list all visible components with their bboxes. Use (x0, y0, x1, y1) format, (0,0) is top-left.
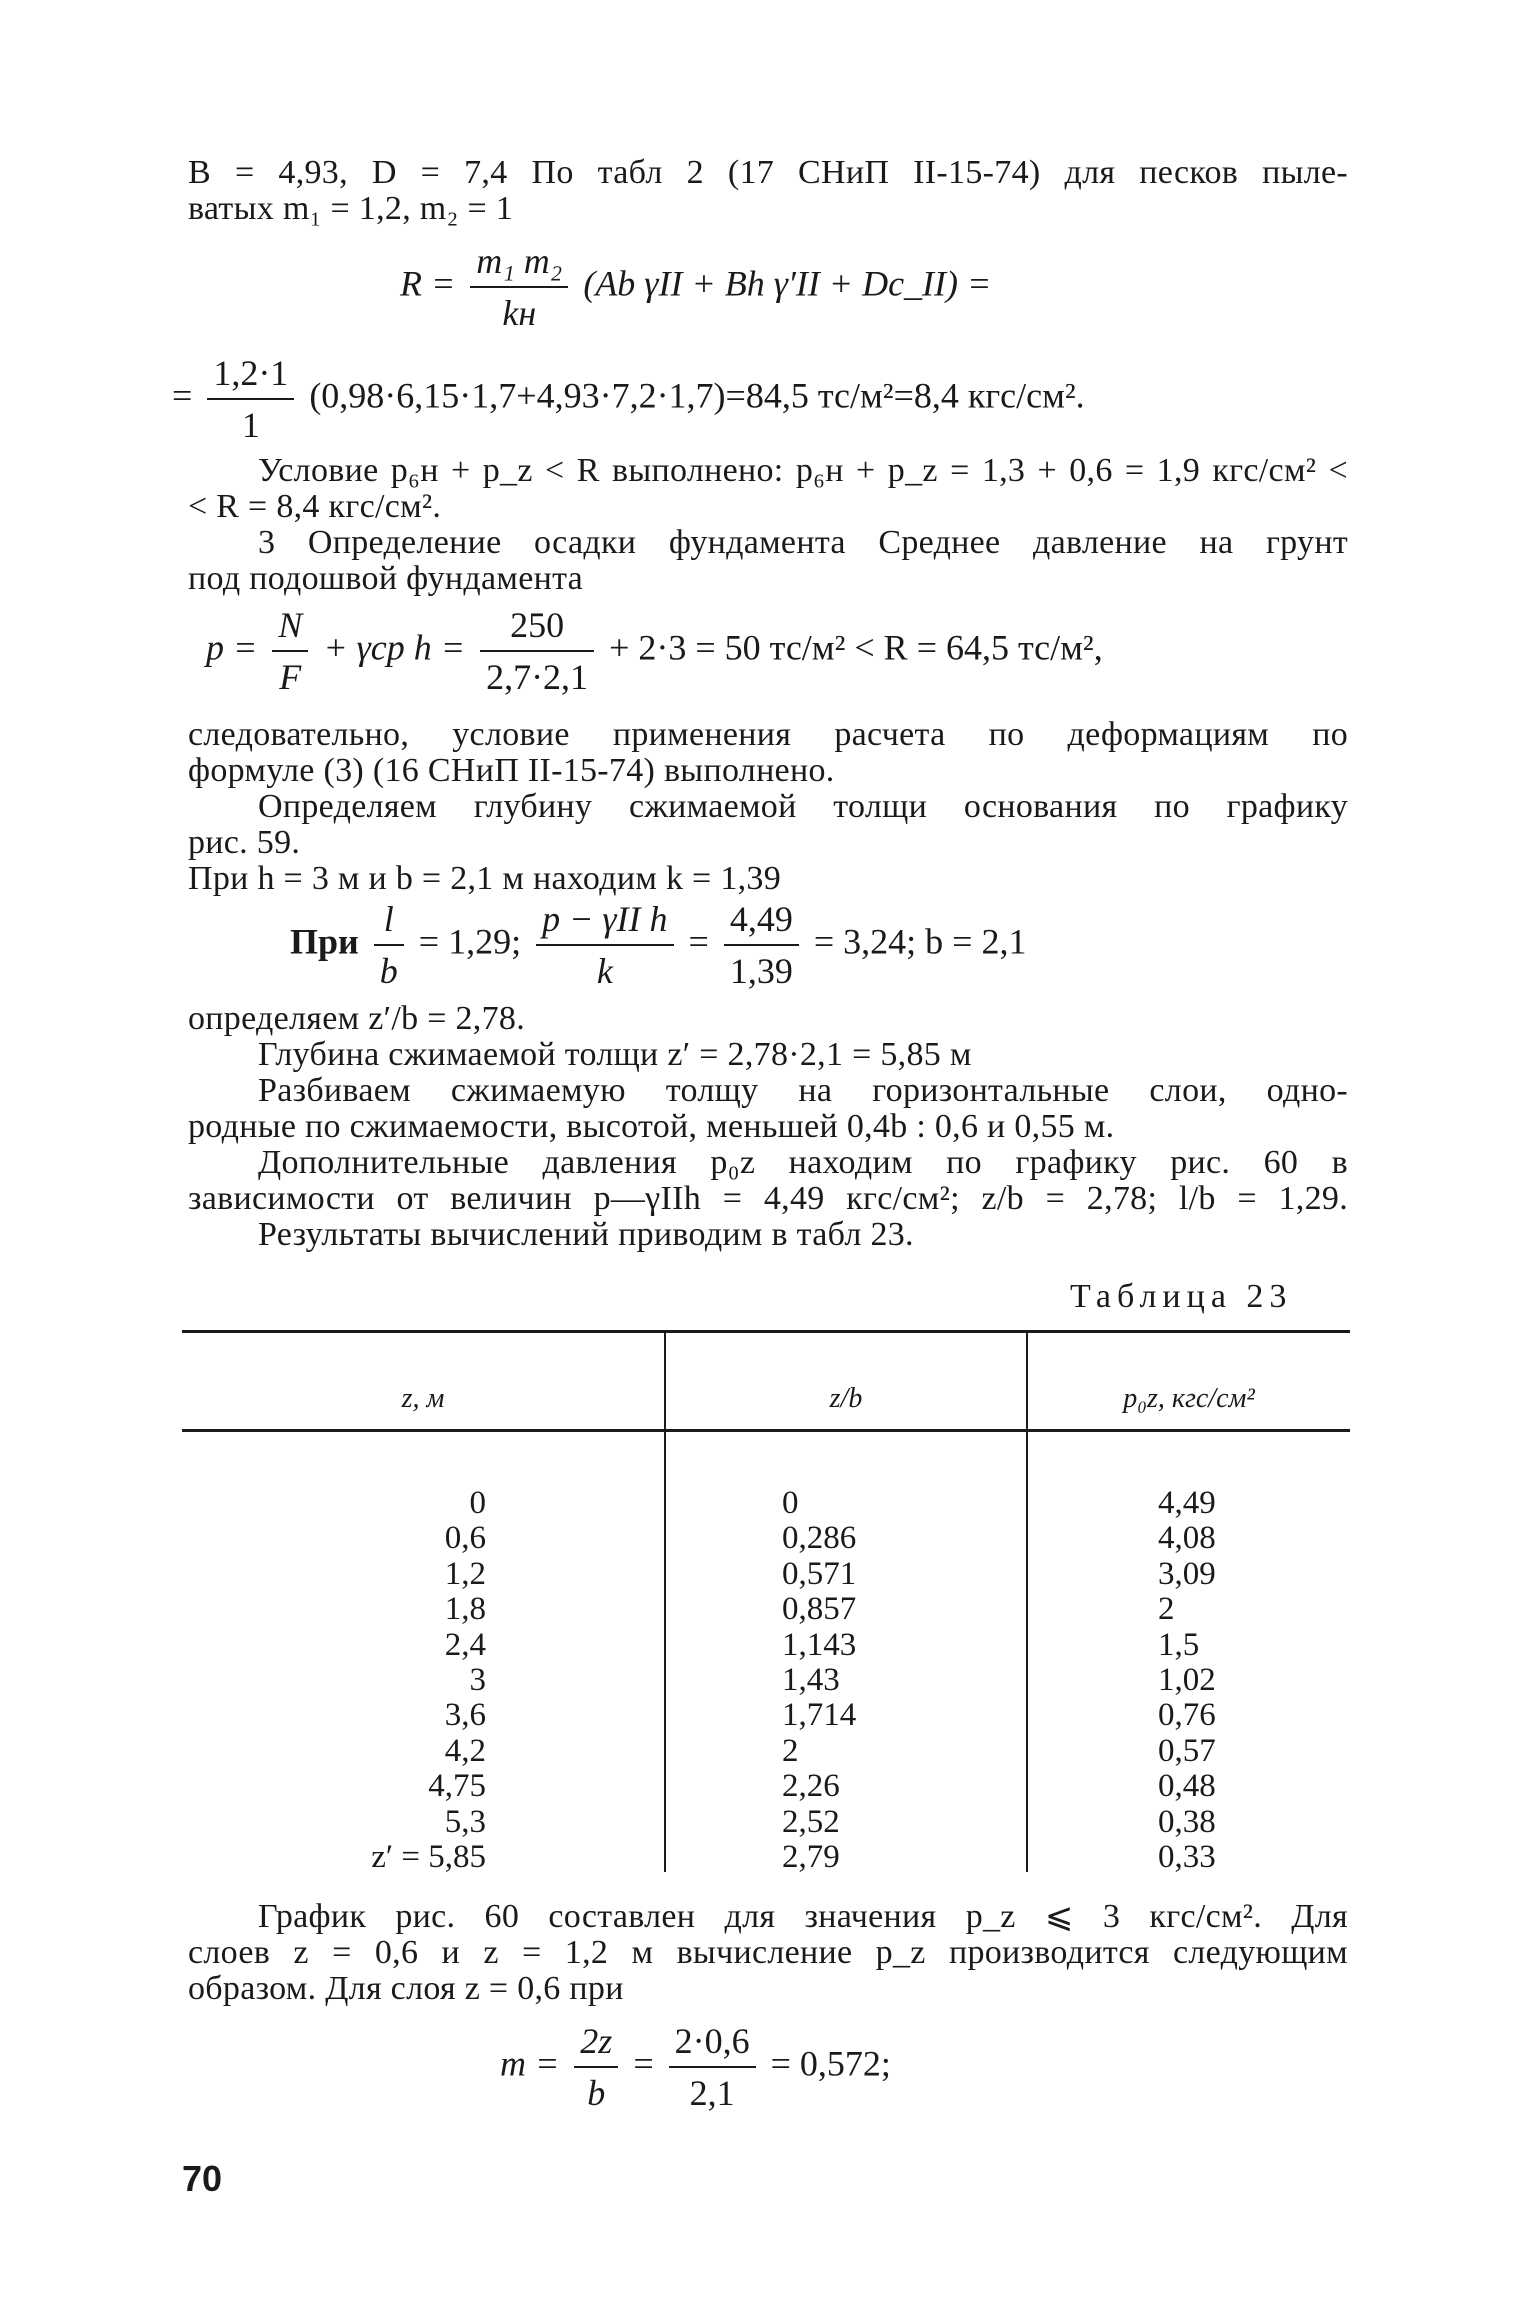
numerator: p − γII h (536, 898, 673, 946)
text-line: При h = 3 м и b = 2,1 м находим k = 1,39 (188, 860, 782, 897)
text-line: формуле (3) (16 СНиП II-15-74) выполнено. (188, 752, 835, 789)
formula-rhs: (0,98·6,15·1,7+4,93·7,2·1,7)=84,5 тс/м²=8,4 кгс/см². (309, 375, 1085, 416)
denominator: 1 (241, 405, 260, 445)
table-cell: 2 (1158, 1591, 1175, 1628)
denominator: F (279, 657, 302, 697)
table-cell: 3 (469, 1662, 486, 1699)
table-cell: 4,2 (444, 1732, 486, 1769)
denominator: 1,39 (729, 951, 793, 991)
table-column-z (336, 1486, 486, 1875)
text-line: следовательно, условие применения расчета по деформациям по (188, 716, 1348, 753)
formula-ratios (290, 898, 1026, 992)
fraction (724, 898, 799, 992)
table-cell: 5,3 (444, 1803, 486, 1840)
text-line: определяем z′/b = 2,78. (188, 1000, 525, 1037)
table-column-zb (782, 1486, 982, 1875)
numerator: 1,2·1 (207, 352, 294, 400)
formula-mid: + γср h = (323, 627, 466, 668)
formula-rhs: (Ab γII + Bh γ′II + Dc_II) = (583, 263, 992, 304)
denominator: 2,7·2,1 (486, 657, 589, 697)
text-line: образом. Для слоя z = 0,6 при (188, 1970, 624, 2007)
table-cell: 2,26 (782, 1768, 840, 1805)
text-line: зависимости от величин p—γIIh = 4,49 кгс/см²; z/b = 2,78; l/b = 1,29. (188, 1180, 1348, 1217)
table-cell: 2,79 (782, 1839, 840, 1876)
table-cell: 0 (469, 1485, 486, 1521)
fraction (470, 240, 568, 334)
numerator: m₁ m₂ (470, 240, 568, 288)
denominator: 2,1 (689, 2073, 735, 2113)
fraction (272, 604, 308, 698)
table-cell: z′ = 5,85 (371, 1839, 486, 1876)
text-line: рис. 59. (188, 824, 301, 861)
denominator: b (379, 951, 398, 991)
table-cell: 0,76 (1158, 1697, 1216, 1734)
text-line: слоев z = 0,6 и z = 1,2 м вычисление p_z производится следующим (188, 1934, 1348, 1971)
table-cell: 1,02 (1158, 1662, 1216, 1699)
numerator: N (272, 604, 308, 652)
table-col-divider (1026, 1432, 1028, 1872)
table-cell: 4,49 (1158, 1485, 1216, 1521)
formula-pressure (206, 604, 1103, 698)
text-line: Определяем глубину сжимаемой толщи основания по графику (258, 788, 1348, 825)
table-cell: 2,4 (444, 1626, 486, 1663)
text-line: Дополнительные давления p₀z находим по графику рис. 60 в (258, 1144, 1348, 1181)
formula-lhs: p = (206, 627, 258, 668)
formula-rhs: = 0,572; (770, 2043, 891, 2084)
table-cell: 0,6 (444, 1520, 486, 1557)
text-line: Условие p₆н + p_z < R выполнено: p₆н + p_z = 1,3 + 0,6 = 1,9 кгс/см² < (258, 452, 1348, 489)
text-line: Разбиваем сжимаемую толщу на горизонтальные слои, одно- (258, 1072, 1348, 1109)
table-cell: 1,2 (444, 1555, 486, 1592)
text-line: График рис. 60 составлен для значения p_z ⩽ 3 кгс/см². Для (258, 1898, 1348, 1935)
fraction (574, 2020, 618, 2114)
numerator: 2·0,6 (669, 2020, 756, 2068)
table-cell: 4,08 (1158, 1520, 1216, 1557)
table-cell: 4,75 (428, 1768, 486, 1805)
formula-part: = (688, 921, 709, 962)
numerator: 4,49 (724, 898, 799, 946)
table-cell: 0,571 (782, 1555, 857, 1592)
table-cell: 0,48 (1158, 1768, 1216, 1805)
formula-rhs: + 2·3 = 50 тс/м² < R = 64,5 тс/м², (609, 627, 1103, 668)
table-header-z: z, м (401, 1383, 445, 1414)
text-line: под подошвой фундамента (188, 560, 584, 597)
numerator: l (374, 898, 404, 946)
table-cell: 1,5 (1158, 1626, 1200, 1663)
section-heading: 3 Определение осадки фундамента Среднее давление на грунт (258, 524, 1348, 561)
denominator: b (587, 2073, 606, 2113)
fraction (480, 604, 594, 698)
formula-part: = 3,24; b = 2,1 (813, 921, 1027, 962)
numerator: 2z (574, 2020, 618, 2068)
table-cell: 2 (782, 1732, 799, 1769)
table-cell: 0 (782, 1485, 799, 1521)
table-cell: 1,714 (782, 1697, 857, 1734)
formula-m (500, 2020, 891, 2114)
table-cell: 0,38 (1158, 1803, 1216, 1840)
table-cell: 1,43 (782, 1662, 840, 1699)
formula-lhs: R = (400, 263, 456, 304)
table-cell: 1,143 (782, 1626, 857, 1663)
text-line: родные по сжимаемости, высотой, меньшей 0,4b : 0,6 и 0,55 м. (188, 1108, 1115, 1145)
table-cell: 0,33 (1158, 1839, 1216, 1876)
formula-prefix: При (290, 921, 359, 962)
fraction (669, 2020, 756, 2114)
page-number: 70 (182, 2158, 223, 2199)
text-line: Результаты вычислений приводим в табл 23. (258, 1216, 914, 1253)
table-cell: 0,857 (782, 1591, 857, 1628)
text-line: B = 4,93, D = 7,4 По табл 2 (17 СНиП II-15-74) для песков пыле- (188, 154, 1348, 191)
table-cell: 1,8 (444, 1591, 486, 1628)
fraction (536, 898, 673, 992)
table-caption: Таблица 23 (1070, 1278, 1293, 1315)
formula-R-value (172, 352, 1085, 446)
table-header-zb: z/b (829, 1383, 863, 1414)
table-cell: 2,52 (782, 1803, 840, 1840)
table-top-rule (182, 1330, 1350, 1333)
table-cell: 0,57 (1158, 1732, 1216, 1769)
table-cell: 0,286 (782, 1520, 857, 1557)
table-header-p0z: p₀z, кгс/см² (1123, 1383, 1255, 1414)
text-line: ватых m₁ = 1,2, m₂ = 1 (188, 190, 514, 227)
text-line: Глубина сжимаемой толщи z′ = 2,78·2,1 = 5,85 м (258, 1036, 972, 1073)
denominator: k (596, 951, 613, 991)
formula-R (400, 240, 991, 334)
table-column-p0z (1158, 1486, 1358, 1875)
table-col-divider (664, 1432, 666, 1872)
table-cell: 3,09 (1158, 1555, 1216, 1592)
fraction (207, 352, 294, 446)
denominator: kн (502, 293, 537, 333)
fraction (374, 898, 404, 992)
formula-mid: = (633, 2043, 654, 2084)
text-line: < R = 8,4 кгс/см². (188, 488, 442, 525)
table-cell: 3,6 (444, 1697, 486, 1734)
formula-part: = 1,29; (418, 921, 522, 962)
formula-lhs: = (172, 375, 193, 416)
table-header-rule (182, 1429, 1350, 1432)
formula-lhs: m = (500, 2043, 560, 2084)
numerator: 250 (480, 604, 594, 652)
